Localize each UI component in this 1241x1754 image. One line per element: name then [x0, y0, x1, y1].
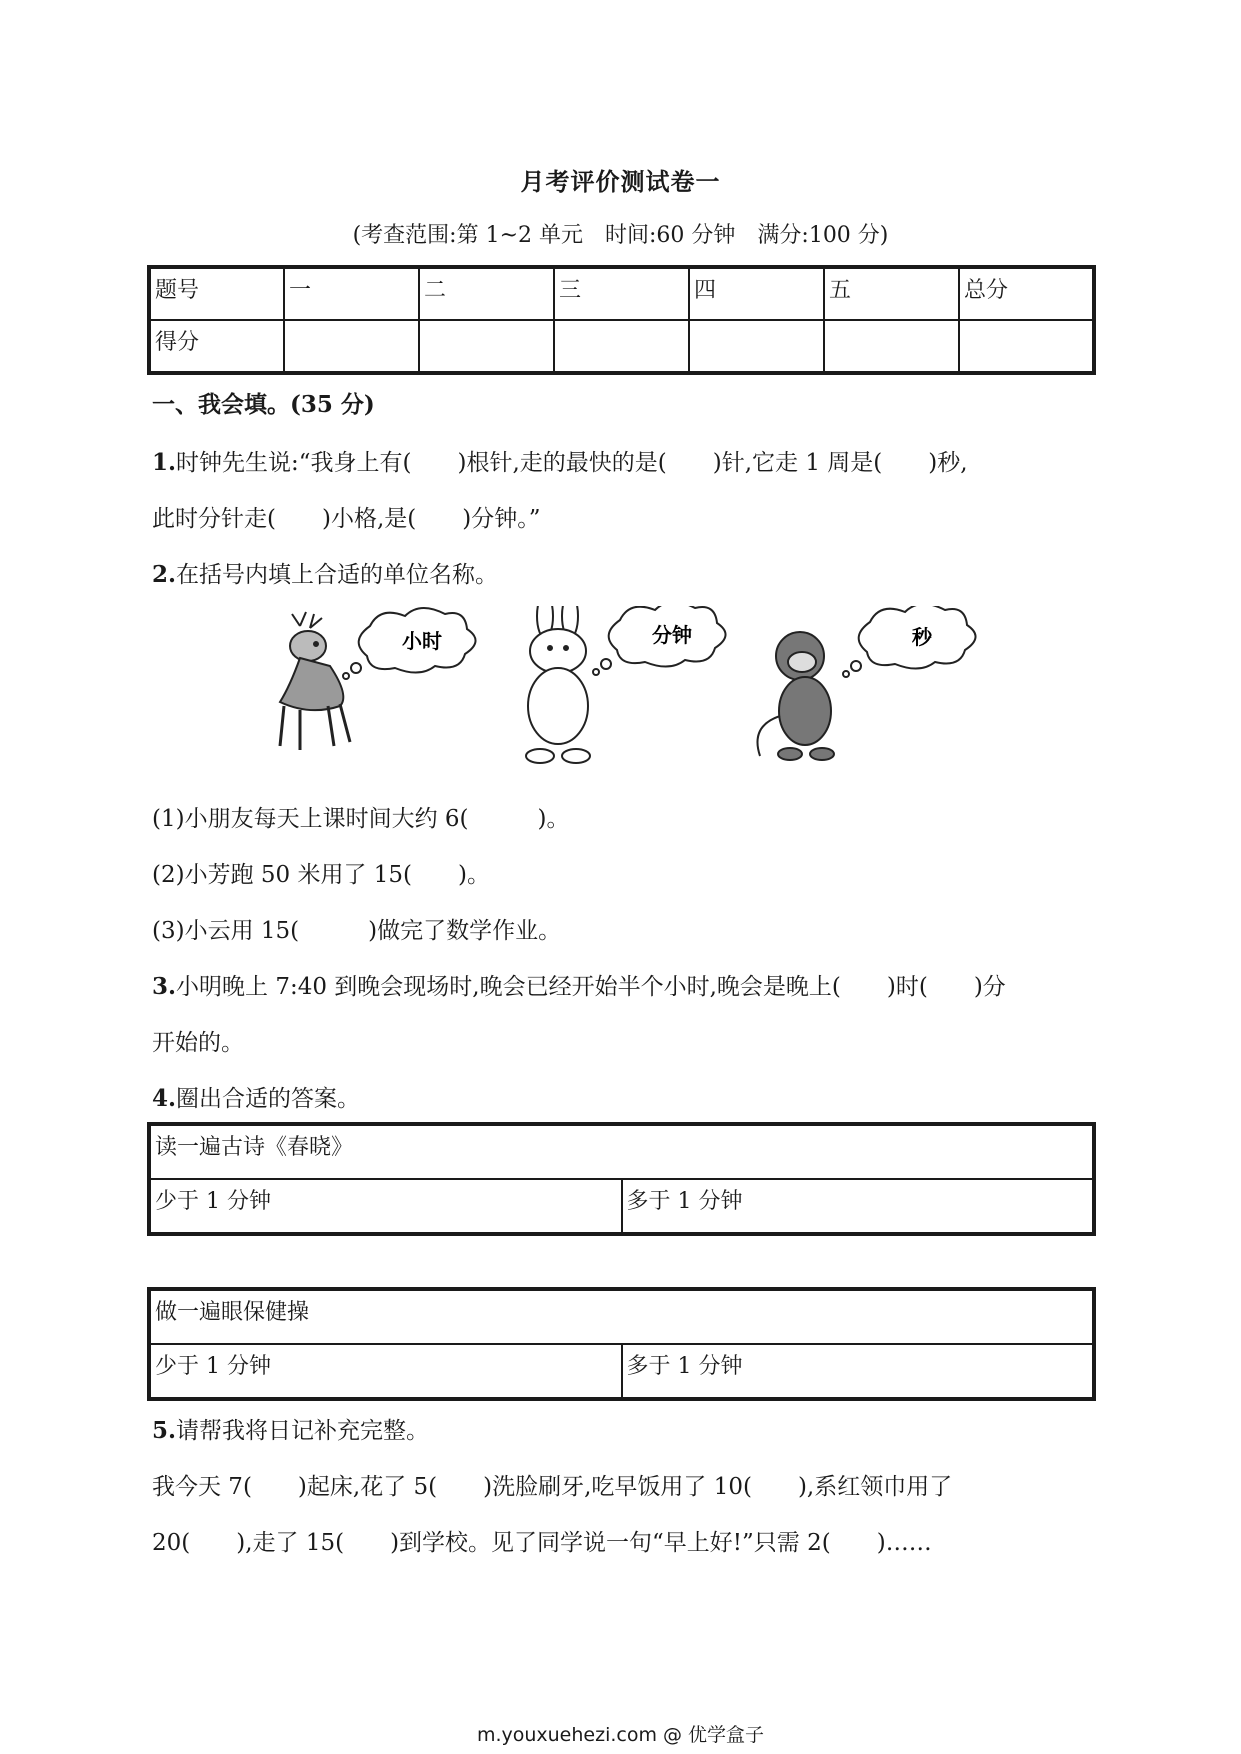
score-cell: 总分	[959, 267, 1094, 320]
score-table-row-header	[149, 267, 1094, 320]
question-number: 3.	[152, 973, 177, 1000]
choice-option[interactable]: 少于 1 分钟	[149, 1344, 622, 1399]
page-title: 月考评价测试卷一	[520, 167, 721, 196]
question-text: 小明晚上 7:40 到晚会现场时,晚会已经开始半个小时,晚会是晚上( )时( )分	[176, 974, 1006, 1000]
score-blank-cell[interactable]	[554, 320, 689, 373]
question-1-line-1	[152, 444, 968, 477]
bubble-label: 分钟	[652, 623, 692, 647]
score-blank-cell[interactable]	[419, 320, 554, 373]
question-text: 请帮我将日记补充完整。	[176, 1418, 430, 1444]
choice-table-options-row	[149, 1179, 1094, 1234]
deer-icon	[280, 612, 350, 750]
question-number: 4.	[152, 1085, 177, 1112]
question-text: 时钟先生说:“我身上有( )根针,走的最快的是( )针,它走 1 周是( )秒,	[176, 450, 968, 476]
question-2-item-3: (3)小云用 15( )做完了数学作业。	[152, 918, 562, 944]
question-text: 在括号内填上合适的单位名称。	[176, 562, 499, 588]
question-number: 2.	[152, 561, 177, 588]
choice-option[interactable]: 多于 1 分钟	[622, 1344, 1095, 1399]
animal-illustrations	[270, 606, 990, 766]
score-table-row-score	[149, 320, 1094, 373]
section-heading: 一、我会填。(35 分)	[152, 391, 375, 418]
question-2	[152, 556, 498, 589]
score-table	[147, 265, 1096, 375]
question-5-line-2: 20( ),走了 15( )到学校。见了同学说一句“早上好!”只需 2( )……	[152, 1530, 932, 1556]
question-3-line-2: 开始的。	[152, 1030, 244, 1056]
question-4	[152, 1080, 360, 1113]
question-number: 5.	[152, 1417, 177, 1444]
choice-table-header-row	[149, 1124, 1094, 1179]
score-cell: 题号	[149, 267, 284, 320]
question-5	[152, 1412, 429, 1445]
bubble-label: 小时	[402, 629, 442, 653]
bubble-label: 秒	[912, 625, 932, 649]
footer-watermark: m.youxuehezi.com @ 优学盒子	[476, 1724, 765, 1746]
page-subtitle: (考查范围:第 1~2 单元 时间:60 分钟 满分:100 分)	[352, 223, 889, 248]
choice-table-options-row	[149, 1344, 1094, 1399]
choice-table-1	[147, 1122, 1096, 1236]
choice-table-header: 做一遍眼保健操	[149, 1289, 1094, 1344]
choice-table-2	[147, 1287, 1096, 1401]
score-cell: 三	[554, 267, 689, 320]
choice-option[interactable]: 多于 1 分钟	[622, 1179, 1095, 1234]
score-cell: 二	[419, 267, 554, 320]
question-2-item-1: (1)小朋友每天上课时间大约 6( )。	[152, 806, 570, 832]
question-5-line-1: 我今天 7( )起床,花了 5( )洗脸刷牙,吃早饭用了 10( ),系红领巾用了	[152, 1474, 953, 1500]
question-2-item-2: (2)小芳跑 50 米用了 15( )。	[152, 862, 490, 888]
choice-option[interactable]: 少于 1 分钟	[149, 1179, 622, 1234]
rabbit-icon	[526, 606, 590, 763]
monkey-icon	[758, 632, 835, 760]
score-blank-cell[interactable]	[824, 320, 959, 373]
score-blank-cell[interactable]	[959, 320, 1094, 373]
question-number: 1.	[152, 449, 177, 476]
score-cell: 一	[284, 267, 419, 320]
score-blank-cell[interactable]	[689, 320, 824, 373]
question-1-line-2: 此时分针走( )小格,是( )分钟。”	[152, 506, 541, 532]
score-cell: 五	[824, 267, 959, 320]
question-text: 圈出合适的答案。	[176, 1086, 361, 1112]
question-3-line-1	[152, 968, 1006, 1001]
choice-table-header: 读一遍古诗《春晓》	[149, 1124, 1094, 1179]
score-cell: 四	[689, 267, 824, 320]
score-blank-cell[interactable]	[284, 320, 419, 373]
score-cell: 得分	[149, 320, 284, 373]
cloud-bubble	[843, 606, 976, 677]
choice-table-header-row	[149, 1289, 1094, 1344]
